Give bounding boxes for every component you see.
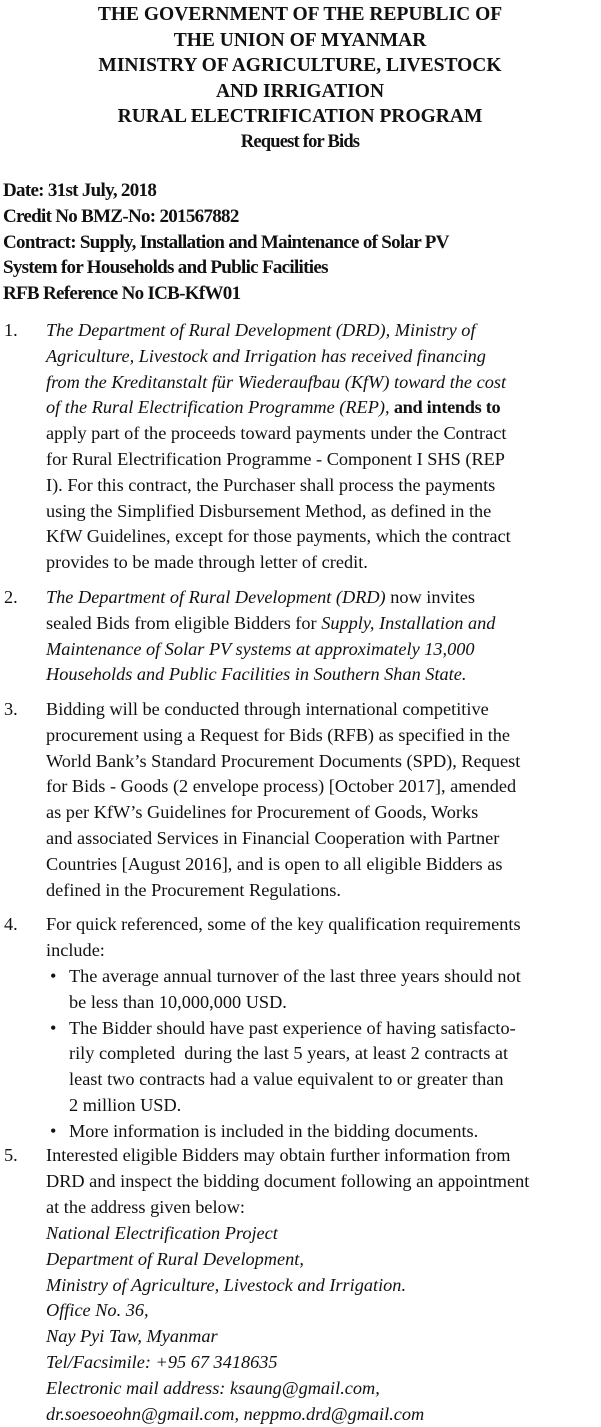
text-span: now invites [385, 587, 476, 607]
text-line: The Department of Rural Development (DRD), Ministry of [46, 320, 476, 340]
text-line: World Bank’s Standard Procurement Documents (SPD), Request [46, 750, 521, 771]
text-line: For quick referenced, some of the key qualification requirements [46, 914, 521, 934]
text-line: for Rural Electrification Programme - Component I SHS (REP [46, 448, 505, 469]
text-line: Bidding will be conducted through international competitive [46, 699, 489, 719]
header-line-1: THE GOVERNMENT OF THE REPUBLIC OF [97, 4, 503, 25]
text-line: provides to be made through letter of credit. [46, 552, 368, 573]
header-line-2: THE UNION OF MYANMAR [173, 29, 427, 51]
header-line-5: RURAL ELECTRIFICATION PROGRAM [117, 106, 483, 127]
notice-header [20, 2, 580, 155]
text-line: More information is included in the bidding documents. [69, 1120, 479, 1141]
paragraph-body [46, 697, 596, 903]
text-line: for Bids - Goods (2 envelope process) [October 2017], amended [46, 776, 517, 797]
text-line [46, 611, 596, 637]
paragraph-body [46, 585, 596, 688]
paragraph-number: 5. [4, 1145, 18, 1165]
text-line: Interested eligible Bidders may obtain further information from [46, 1145, 511, 1165]
paragraph-number: 1. [4, 320, 18, 340]
text-line: using the Simplified Disbursement Method, as defined in the [46, 500, 492, 521]
list-item [46, 1016, 596, 1119]
text-line: Maintenance of Solar PV systems at approximately 13,000 [46, 638, 475, 659]
text-line [46, 395, 596, 421]
qualification-list [46, 964, 596, 1145]
paragraph-number: 2. [4, 587, 18, 607]
text-line: I). For this contract, the Purchaser shall process the payments [46, 474, 496, 495]
text-line: 2 million USD. [69, 1094, 182, 1115]
text-span: and intends to [389, 397, 501, 418]
text-line: rily completed during the last 5 years, at least 2 contracts at [69, 1043, 509, 1064]
header-line-4: AND IRRIGATION [215, 80, 385, 102]
text-line: The average annual turnover of the last three years should not [69, 966, 521, 986]
paragraph-body [46, 318, 596, 576]
notice-meta [3, 178, 598, 307]
paragraph-body [46, 1143, 596, 1220]
address-line: Office No. 36, [46, 1300, 149, 1321]
text-line: be less than 10,000,000 USD. [69, 991, 287, 1012]
bullet-icon: • [50, 1120, 57, 1141]
bullet-icon: • [50, 1017, 57, 1038]
text-line: include: [46, 939, 105, 960]
address-line: Ministry of Agriculture, Livestock and Irrigation. [46, 1274, 407, 1295]
text-line: defined in the Procurement Regulations. [46, 879, 341, 900]
text-line: The Bidder should have past experience of having satisfacto- [69, 1017, 516, 1038]
notice-date: Date: 31st July, 2018 [3, 180, 157, 201]
text-line: Countries [August 2016], and is open to all eligible Bidders as [46, 853, 503, 874]
contact-address [46, 1221, 596, 1427]
contract-title-line-1: Contract: Supply, Installation and Maintenance of Solar PV [3, 231, 449, 253]
rfb-reference: RFB Reference No ICB-KfW01 [3, 283, 241, 305]
text-line: as per KfW’s Guidelines for Procurement of Goods, Works [46, 802, 479, 823]
address-line: Department of Rural Development, [46, 1248, 304, 1269]
address-line: Tel/Facsimile: +95 67 3418635 [46, 1351, 278, 1372]
header-line-3: MINISTRY OF AGRICULTURE, LIVESTOCK [98, 55, 502, 76]
text-line: Households and Public Facilities in Southern Shan State. [46, 664, 467, 685]
text-line: at the address given below: [46, 1196, 246, 1217]
text-span: sealed Bids from eligible Bidders for [46, 612, 322, 633]
list-item [46, 1119, 596, 1145]
text-span: The Department of Rural Development (DRD) [46, 587, 386, 607]
address-line: Nay Pyi Taw, Myanmar [46, 1326, 218, 1347]
text-line: KfW Guidelines, except for those payments, which the contract [46, 526, 511, 547]
text-line: apply part of the proceeds toward payments under the Contract [46, 423, 507, 444]
text-line: Agriculture, Livestock and Irrigation has received financing [46, 345, 486, 366]
address-line: National Electrification Project [46, 1223, 278, 1243]
credit-number: Credit No BMZ-No: 201567882 [3, 205, 239, 227]
text-line: least two contracts had a value equivalent to or greater than [69, 1069, 504, 1090]
email-line: Electronic mail address: ksaung@gmail.com, [46, 1377, 380, 1398]
bullet-icon: • [50, 966, 57, 986]
text-line: from the Kreditanstalt für Wiederaufbau (KfW) toward the cost [46, 371, 507, 392]
list-item [46, 964, 596, 1016]
email-line: dr.soesoeohn@gmail.com, neppmo.drd@gmail.com [46, 1403, 425, 1424]
contract-title-line-2: System for Households and Public Facilities [3, 257, 328, 279]
paragraph-body [46, 912, 596, 964]
paragraph-number: 3. [4, 699, 18, 719]
paragraph-number: 4. [4, 914, 18, 934]
notice-title: Request for Bids [240, 131, 360, 152]
text-line [46, 585, 596, 611]
text-line: DRD and inspect the bidding document following an appointment [46, 1170, 530, 1191]
text-line: and associated Services in Financial Cooperation with Partner [46, 827, 500, 848]
text-line: procurement using a Request for Bids (RFB) as specified in the [46, 724, 511, 745]
text-span: Supply, Installation and [321, 612, 496, 633]
text-span: of the Rural Electrification Programme (REP), [46, 397, 390, 418]
